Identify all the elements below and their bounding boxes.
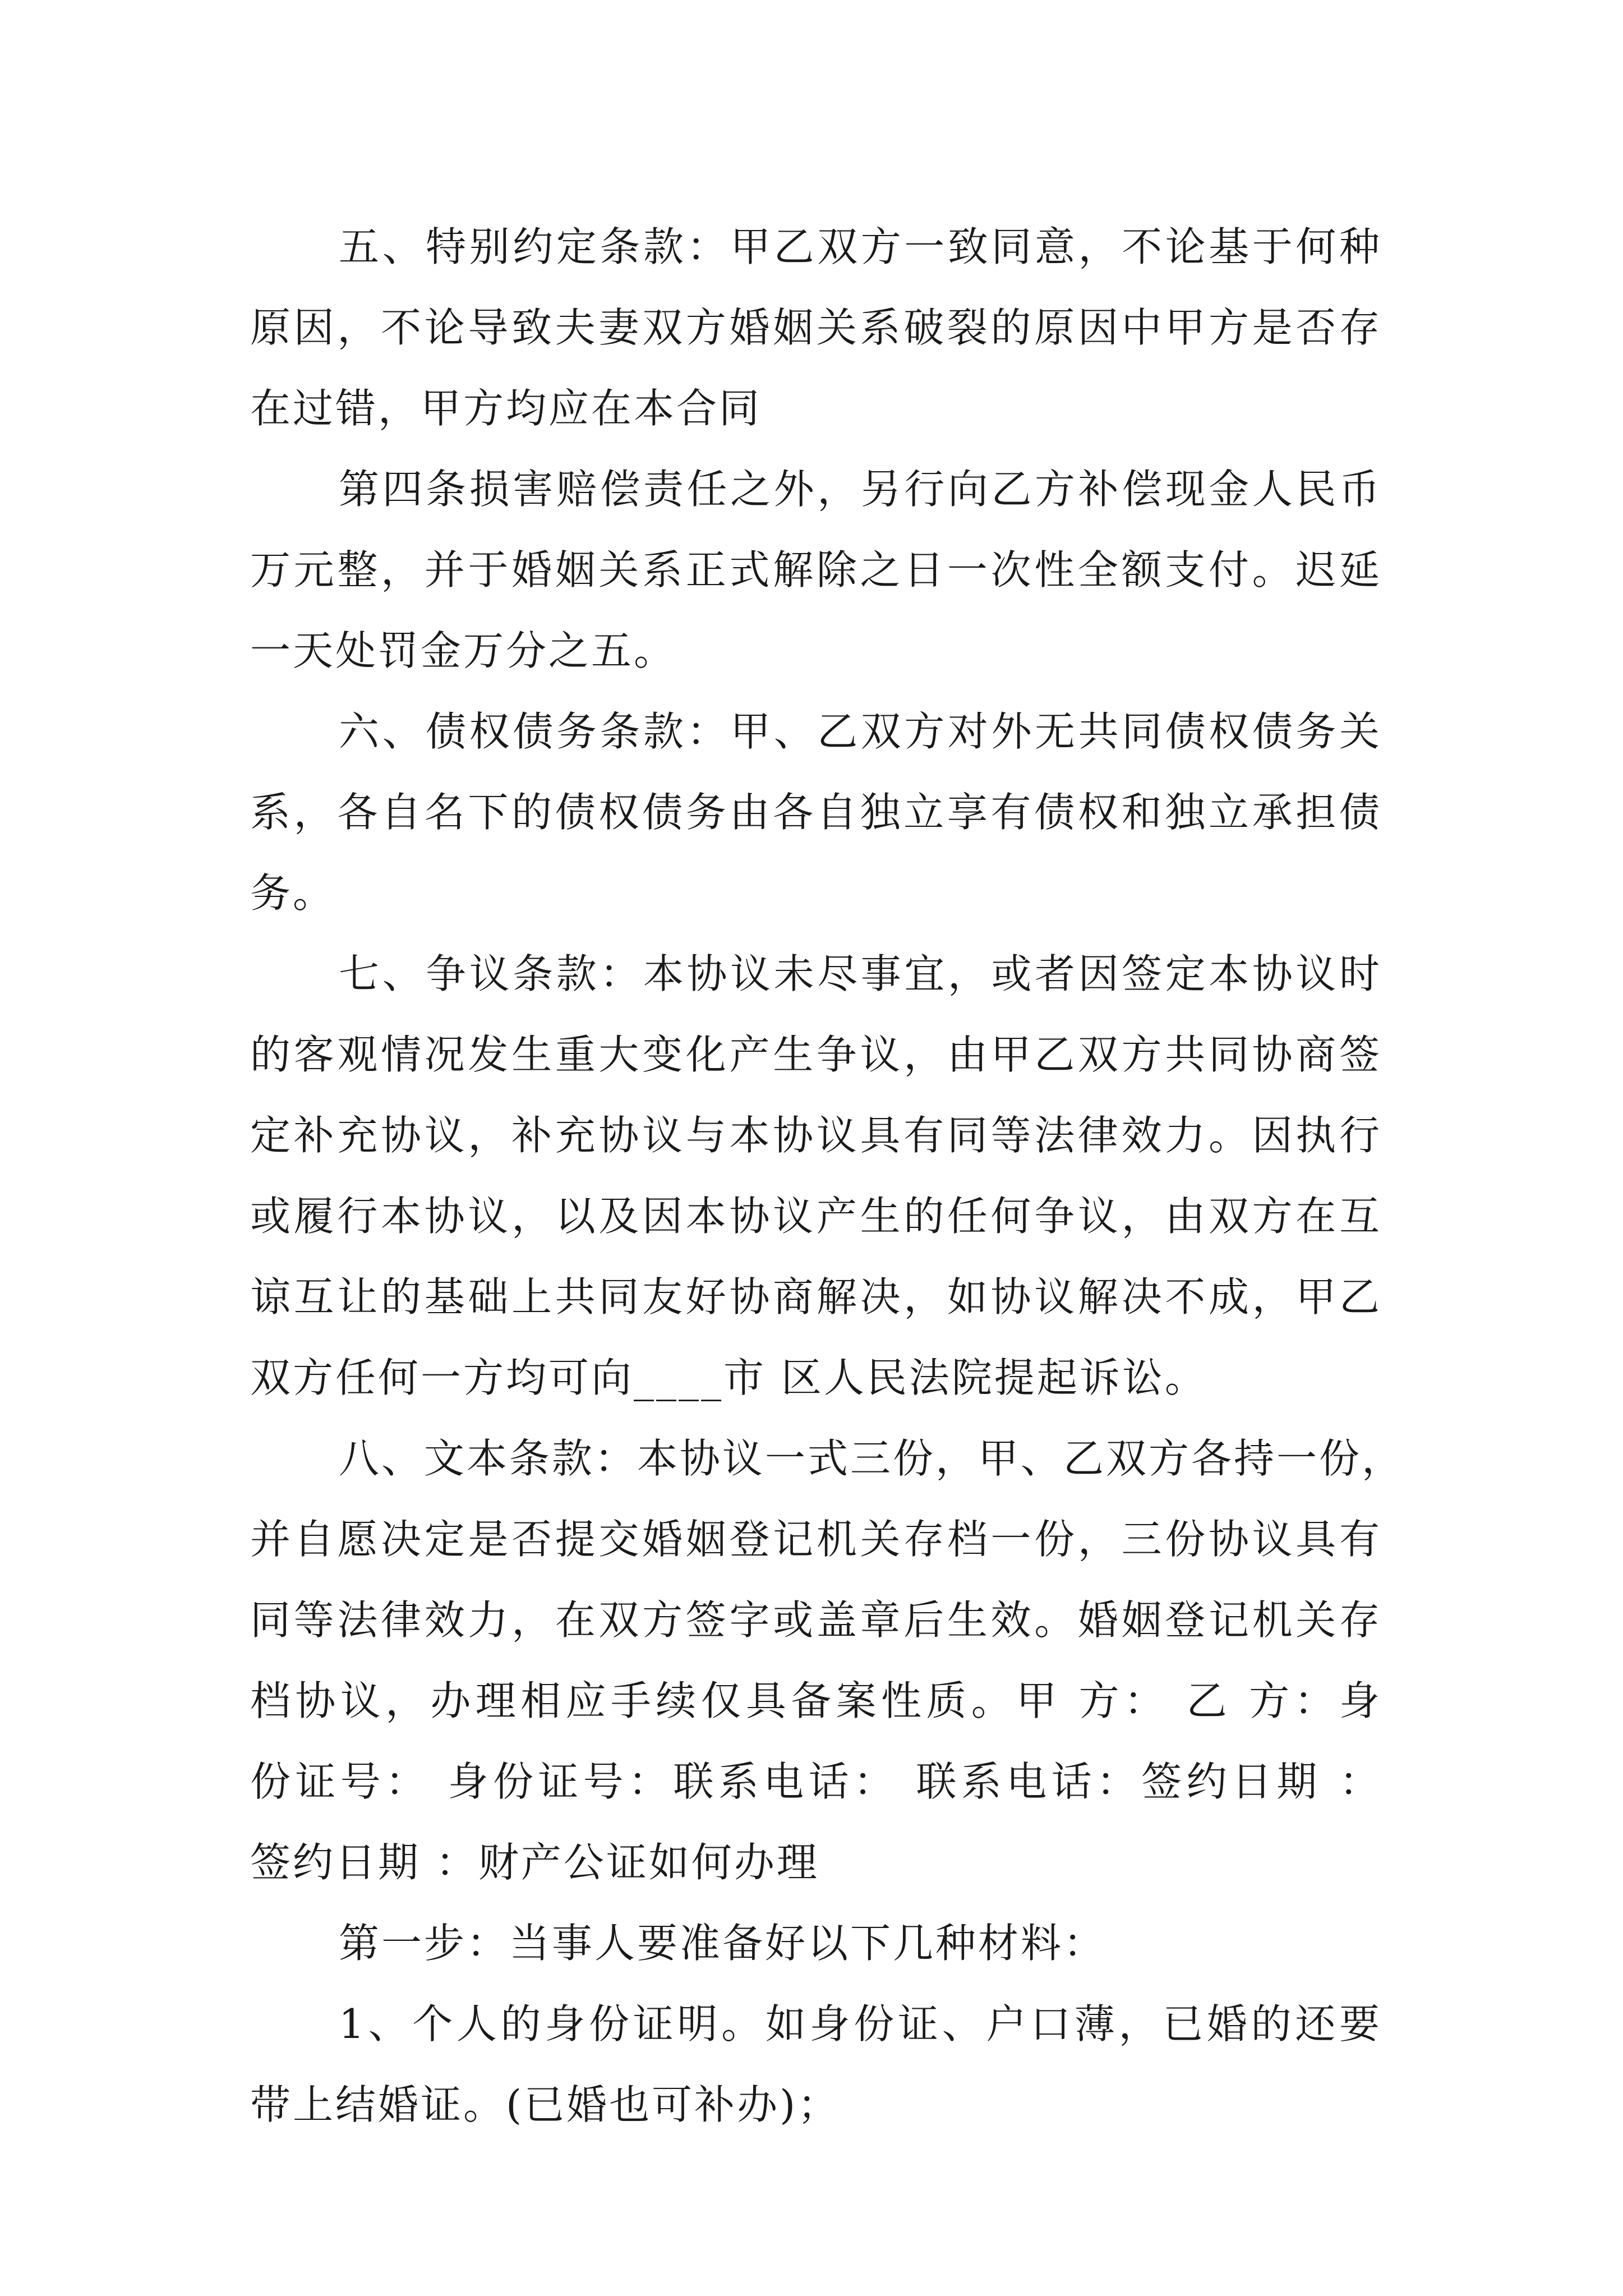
text-line: 双方任何一方均可向____市 区人民法院提起诉讼。 (250, 1354, 1207, 1401)
text-line: 五、特别约定条款：甲乙双方一致同意，不论基于何种 (339, 223, 1382, 270)
text-line: 系，各自名下的债权债务由各自独立享有债权和独立承担债 (250, 789, 1382, 836)
text-line: 务。 (250, 869, 336, 917)
paragraph-identity-proof (250, 1984, 1382, 2145)
text-line: 并自愿决定是否提交婚姻登记机关存档一份，三份协议具有 (250, 1516, 1382, 1563)
text-line: 同等法律效力，在双方签字或盖章后生效。婚姻登记机关存 (250, 1596, 1382, 1644)
paragraph-compensation (250, 449, 1382, 691)
paragraph-text-terms (250, 1418, 1405, 1903)
text-line: 六、债权债务条款：甲、乙双方对外无共同债权债务关 (339, 708, 1382, 755)
text-line: 或履行本协议，以及因本协议产生的任何争议，由双方在互 (250, 1193, 1382, 1240)
paragraph-debt-terms (250, 691, 1382, 933)
paragraph-special-terms (250, 206, 1382, 449)
text-line: 万元整，并于婚姻关系正式解除之日一次性全额支付。迟延 (250, 546, 1382, 593)
text-line: 原因，不论导致夫妻双方婚姻关系破裂的原因中甲方是否存 (250, 304, 1382, 351)
text-line: 定补充协议，补充协议与本协议具有同等法律效力。因执行 (250, 1112, 1382, 1159)
text-line: 在过错，甲方均应在本合同 (250, 385, 762, 432)
paragraph-dispute-terms (250, 933, 1382, 1418)
text-line: 1、个人的身份证明。如身份证、户口薄，已婚的还要 (339, 2000, 1382, 2047)
text-line: 档协议，办理相应手续仅具备案性质。甲 方： 乙 方：身 (250, 1677, 1382, 1724)
text-line: 七、争议条款：本协议未尽事宜，或者因签定本协议时 (339, 950, 1382, 997)
text-line: 签约日期 ：财产公证如何办理 (250, 1839, 819, 1886)
text-line: 份证号： 身份证号：联系电话： 联系电话：签约日期 ： (250, 1758, 1382, 1805)
text-line: 谅互让的基础上共同友好协商解决，如协议解决不成，甲乙 (250, 1273, 1382, 1320)
text-line: 带上结婚证。(已婚也可补办)； (250, 2081, 841, 2128)
text-line: 八、文本条款：本协议一式三份，甲、乙双方各持一份， (339, 1435, 1405, 1482)
text-line: 的客观情况发生重大变化产生争议，由甲乙双方共同协商签 (250, 1031, 1382, 1078)
paragraph-step-one (250, 1903, 1382, 1984)
document-body (250, 206, 1405, 2145)
text-line: 第一步：当事人要准备好以下几种材料： (339, 1920, 1106, 1967)
text-line: 一天处罚金万分之五。 (250, 627, 677, 674)
text-line: 第四条损害赔偿责任之外，另行向乙方补偿现金人民币 (339, 466, 1382, 513)
